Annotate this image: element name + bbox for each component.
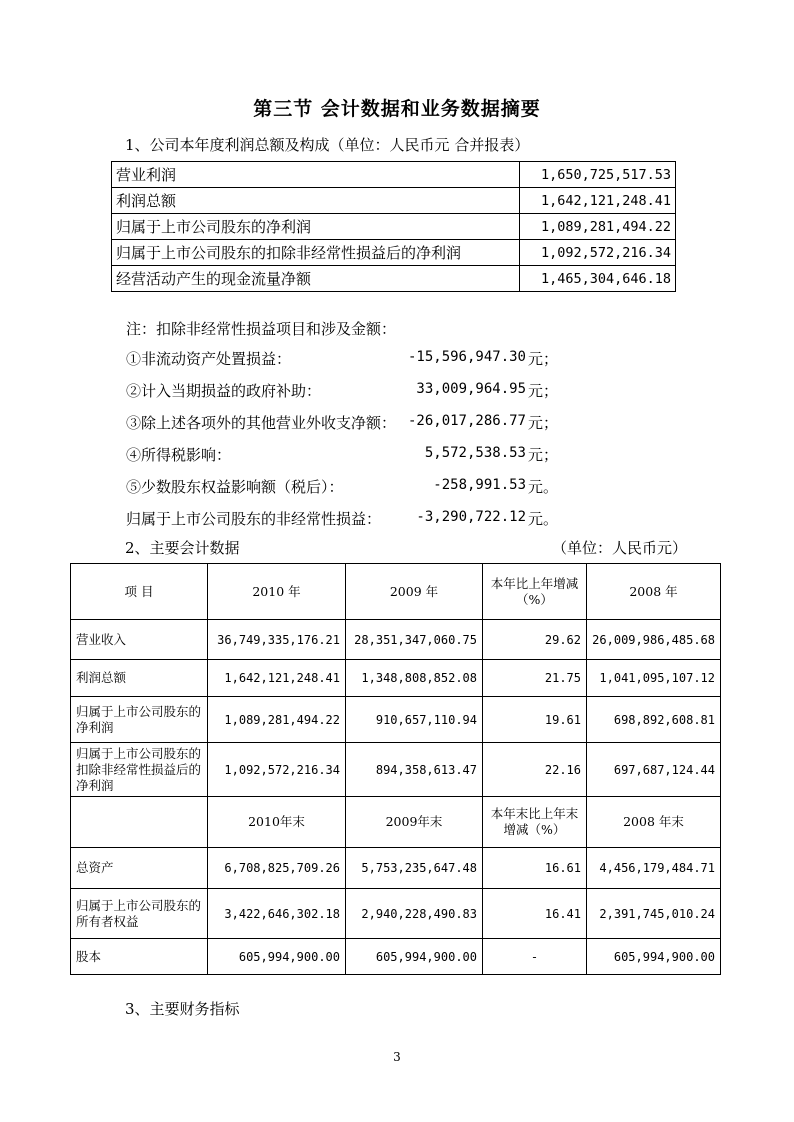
note-label: 归属于上市公司股东的非经常性损益： (126, 510, 382, 528)
table-header-row (71, 797, 721, 848)
cell-2010-end: 605,994,900.00 (208, 939, 346, 975)
cell-change: 22.16 (483, 743, 587, 797)
header-cell: 2009年末 (346, 797, 483, 848)
profit-heading: 1、公司本年度利润总额及构成（单位：人民币元 合并报表） (125, 136, 530, 154)
row-label: 归属于上市公司股东的净利润 (112, 214, 520, 240)
table-row (71, 889, 721, 939)
row-label: 股本 (71, 939, 208, 975)
note-suffix: 元； (528, 414, 559, 432)
row-value: 1,650,725,517.53 (520, 162, 676, 188)
cell-2009: 910,657,110.94 (346, 697, 483, 743)
row-label: 归属于上市公司股东的扣除非经常性损益后的净利润 (71, 743, 208, 797)
cell-change: 19.61 (483, 697, 587, 743)
table-row (112, 266, 676, 292)
header-cell: 2008 年 (587, 564, 721, 620)
cell-2008-end: 605,994,900.00 (587, 939, 721, 975)
row-label: 归属于上市公司股东的所有者权益 (71, 889, 208, 939)
financial-indicators-heading: 3、主要财务指标 (125, 1000, 240, 1018)
cell-2009-end: 605,994,900.00 (346, 939, 483, 975)
cell-2010-end: 6,708,825,709.26 (208, 848, 346, 889)
row-label: 经营活动产生的现金流量净额 (112, 266, 520, 292)
table-row (71, 697, 721, 743)
row-label: 营业利润 (112, 162, 520, 188)
note-suffix: 元。 (528, 478, 559, 496)
header-cell: 2010年末 (208, 797, 346, 848)
cell-2010: 1,089,281,494.22 (208, 697, 346, 743)
header-cell: 2009 年 (346, 564, 483, 620)
header-cell: 本年比上年增减（%） (483, 564, 587, 620)
note-value: 33,009,964.95 (416, 381, 526, 397)
cell-change: - (483, 939, 587, 975)
cell-2009-end: 5,753,235,647.48 (346, 848, 483, 889)
header-cell: 2008 年末 (587, 797, 721, 848)
page-number: 3 (393, 1050, 401, 1064)
row-value: 1,642,121,248.41 (520, 188, 676, 214)
table-row (71, 743, 721, 797)
row-value: 1,089,281,494.22 (520, 214, 676, 240)
cell-2009: 28,351,347,060.75 (346, 620, 483, 660)
table-header-row (71, 564, 721, 620)
cell-2008-end: 2,391,745,010.24 (587, 889, 721, 939)
notes-heading: 注：扣除非经常性损益项目和涉及金额： (126, 320, 397, 338)
row-label: 营业收入 (71, 620, 208, 660)
cell-2010: 1,642,121,248.41 (208, 660, 346, 697)
profit-table (111, 161, 676, 292)
table-row (71, 620, 721, 660)
row-label: 总资产 (71, 848, 208, 889)
note-value: -258,991.53 (433, 477, 526, 493)
accounting-unit: （单位：人民币元） (552, 539, 688, 557)
note-value: 5,572,538.53 (424, 445, 526, 461)
table-row (71, 939, 721, 975)
cell-2008: 26,009,986,485.68 (587, 620, 721, 660)
header-cell: 2010 年 (208, 564, 346, 620)
table-row (71, 660, 721, 697)
row-value: 1,092,572,216.34 (520, 240, 676, 266)
accounting-heading: 2、主要会计数据 (125, 539, 240, 557)
row-value: 1,465,304,646.18 (520, 266, 676, 292)
note-suffix: 元； (528, 382, 559, 400)
note-label: ③除上述各项外的其他营业外收支净额： (126, 414, 397, 432)
note-label: ⑤少数股东权益影响额（税后）： (126, 478, 344, 496)
row-label: 利润总额 (71, 660, 208, 697)
cell-2009: 1,348,808,852.08 (346, 660, 483, 697)
section-title: 第三节 会计数据和业务数据摘要 (253, 98, 541, 120)
cell-change: 16.61 (483, 848, 587, 889)
note-value: -26,017,286.77 (407, 413, 526, 429)
cell-2008: 697,687,124.44 (587, 743, 721, 797)
cell-change: 29.62 (483, 620, 587, 660)
cell-2008-end: 4,456,179,484.71 (587, 848, 721, 889)
cell-2008: 698,892,608.81 (587, 697, 721, 743)
note-value: -3,290,722.12 (416, 509, 526, 525)
header-cell: 本年末比上年末增减（%） (483, 797, 587, 848)
table-row (112, 240, 676, 266)
row-label: 归属于上市公司股东的净利润 (71, 697, 208, 743)
note-value: -15,596,947.30 (407, 349, 526, 365)
accounting-table (70, 563, 721, 975)
row-label: 归属于上市公司股东的扣除非经常性损益后的净利润 (112, 240, 520, 266)
note-suffix: 元； (528, 350, 559, 368)
cell-2009: 894,358,613.47 (346, 743, 483, 797)
cell-2010-end: 3,422,646,302.18 (208, 889, 346, 939)
note-label: ④所得税影响： (126, 446, 232, 464)
table-row (112, 162, 676, 188)
cell-change: 16.41 (483, 889, 587, 939)
header-cell: 项 目 (71, 564, 208, 620)
cell-2008: 1,041,095,107.12 (587, 660, 721, 697)
cell-2010: 36,749,335,176.21 (208, 620, 346, 660)
note-label: ①非流动资产处置损益： (126, 350, 292, 368)
note-label: ②计入当期损益的政府补助： (126, 382, 322, 400)
table-row (112, 214, 676, 240)
note-suffix: 元； (528, 446, 559, 464)
cell-2009-end: 2,940,228,490.83 (346, 889, 483, 939)
note-suffix: 元。 (528, 510, 559, 528)
table-row (71, 848, 721, 889)
table-row (112, 188, 676, 214)
header-cell (71, 797, 208, 848)
row-label: 利润总额 (112, 188, 520, 214)
cell-change: 21.75 (483, 660, 587, 697)
cell-2010: 1,092,572,216.34 (208, 743, 346, 797)
